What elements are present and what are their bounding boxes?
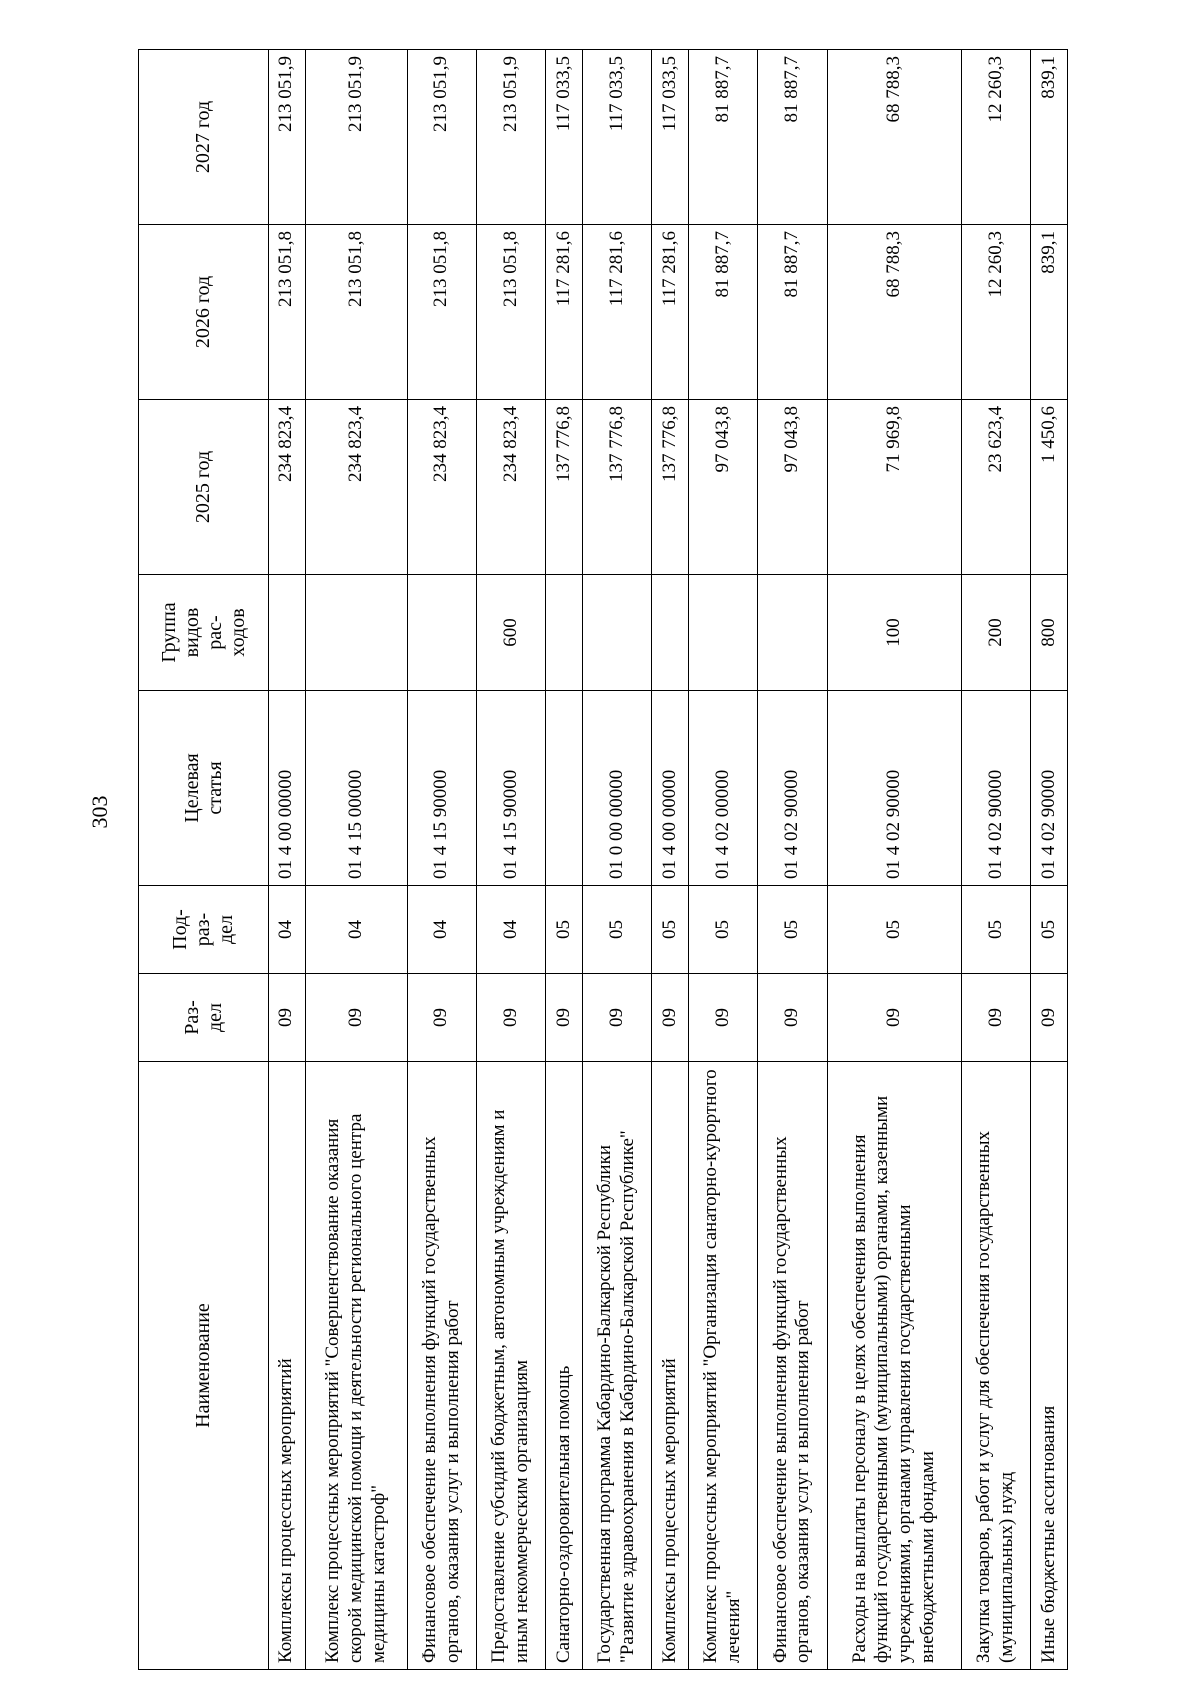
cell-group: 100 bbox=[827, 575, 961, 691]
header-target: Целевая статья bbox=[139, 691, 269, 886]
cell-y2025: 137 776,8 bbox=[652, 400, 689, 575]
cell-y2025: 71 969,8 bbox=[827, 400, 961, 575]
cell-podrazdel: 05 bbox=[546, 886, 583, 974]
table-body bbox=[269, 50, 1068, 1670]
cell-y2025: 23 623,4 bbox=[961, 400, 1030, 575]
header-2025: 2025 год bbox=[139, 400, 269, 575]
cell-podrazdel: 05 bbox=[688, 886, 757, 974]
cell-y2026: 213 051,8 bbox=[407, 225, 476, 400]
cell-y2027: 213 051,9 bbox=[407, 50, 476, 225]
cell-razdel: 09 bbox=[1031, 974, 1068, 1062]
cell-y2027: 117 033,5 bbox=[546, 50, 583, 225]
table-row bbox=[758, 50, 827, 1670]
cell-target: 01 4 00 00000 bbox=[269, 691, 306, 886]
cell-y2026: 68 788,3 bbox=[827, 225, 961, 400]
cell-target: 01 4 02 90000 bbox=[1031, 691, 1068, 886]
cell-razdel: 09 bbox=[688, 974, 757, 1062]
cell-group bbox=[688, 575, 757, 691]
cell-y2027: 12 260,3 bbox=[961, 50, 1030, 225]
cell-podrazdel: 05 bbox=[758, 886, 827, 974]
budget-table bbox=[138, 49, 1068, 1670]
cell-y2027: 117 033,5 bbox=[582, 50, 651, 225]
cell-group bbox=[305, 575, 407, 691]
cell-group bbox=[652, 575, 689, 691]
cell-y2027: 839,1 bbox=[1031, 50, 1068, 225]
cell-target: 01 4 15 00000 bbox=[305, 691, 407, 886]
cell-razdel: 09 bbox=[407, 974, 476, 1062]
cell-name: Санаторно-оздоровительная помощь bbox=[546, 1062, 583, 1670]
table-row bbox=[1031, 50, 1068, 1670]
cell-name: Закупка товаров, работ и услуг для обеспечения государственных (муниципальных) нужд bbox=[961, 1062, 1030, 1670]
cell-name: Комплексы процессных мероприятий bbox=[269, 1062, 306, 1670]
cell-target: 01 4 02 90000 bbox=[961, 691, 1030, 886]
cell-razdel: 09 bbox=[961, 974, 1030, 1062]
cell-y2025: 234 823,4 bbox=[476, 400, 545, 575]
cell-y2025: 234 823,4 bbox=[407, 400, 476, 575]
cell-target: 01 4 02 90000 bbox=[827, 691, 961, 886]
cell-y2026: 117 281,6 bbox=[582, 225, 651, 400]
cell-podrazdel: 05 bbox=[582, 886, 651, 974]
cell-razdel: 09 bbox=[269, 974, 306, 1062]
cell-y2025: 97 043,8 bbox=[688, 400, 757, 575]
table-row bbox=[546, 50, 583, 1670]
table-row bbox=[827, 50, 961, 1670]
cell-y2027: 68 788,3 bbox=[827, 50, 961, 225]
header-podrazdel: Под- раз- дел bbox=[139, 886, 269, 974]
header-group: Группа видов рас- ходов bbox=[139, 575, 269, 691]
cell-name: Финансовое обеспечение выполнения функций государственных органов, оказания услуг и выполнения работ bbox=[407, 1062, 476, 1670]
cell-group bbox=[758, 575, 827, 691]
table-row bbox=[688, 50, 757, 1670]
cell-target: 01 4 02 90000 bbox=[758, 691, 827, 886]
cell-group bbox=[582, 575, 651, 691]
table-header-row bbox=[139, 50, 269, 1670]
cell-y2027: 81 887,7 bbox=[688, 50, 757, 225]
cell-y2027: 213 051,9 bbox=[269, 50, 306, 225]
cell-name: Иные бюджетные ассигнования bbox=[1031, 1062, 1068, 1670]
cell-podrazdel: 04 bbox=[407, 886, 476, 974]
cell-name: Финансовое обеспечение выполнения функций государственных органов, оказания услуг и выполнения работ bbox=[758, 1062, 827, 1670]
cell-razdel: 09 bbox=[652, 974, 689, 1062]
table-row bbox=[961, 50, 1030, 1670]
page-number: 303 bbox=[87, 795, 112, 829]
cell-razdel: 09 bbox=[827, 974, 961, 1062]
cell-podrazdel: 04 bbox=[269, 886, 306, 974]
table-row bbox=[476, 50, 545, 1670]
cell-podrazdel: 05 bbox=[652, 886, 689, 974]
header-2026: 2026 год bbox=[139, 225, 269, 400]
cell-group bbox=[546, 575, 583, 691]
cell-y2025: 1 450,6 bbox=[1031, 400, 1068, 575]
cell-razdel: 09 bbox=[758, 974, 827, 1062]
cell-y2026: 12 260,3 bbox=[961, 225, 1030, 400]
cell-y2025: 234 823,4 bbox=[305, 400, 407, 575]
cell-y2027: 117 033,5 bbox=[652, 50, 689, 225]
cell-razdel: 09 bbox=[546, 974, 583, 1062]
header-razdel: Раз- дел bbox=[139, 974, 269, 1062]
cell-y2025: 97 043,8 bbox=[758, 400, 827, 575]
table-row bbox=[582, 50, 651, 1670]
cell-target bbox=[546, 691, 583, 886]
cell-y2026: 213 051,8 bbox=[476, 225, 545, 400]
cell-y2025: 137 776,8 bbox=[546, 400, 583, 575]
cell-name: Комплексы процессных мероприятий bbox=[652, 1062, 689, 1670]
table-row bbox=[407, 50, 476, 1670]
cell-group: 600 bbox=[476, 575, 545, 691]
header-name: Наименование bbox=[139, 1062, 269, 1670]
cell-y2025: 137 776,8 bbox=[582, 400, 651, 575]
rotated-page-content bbox=[138, 50, 1068, 1670]
cell-name: Комплекс процессных мероприятий "Совершенствование оказания скорой медицинской помощи и деятельности регионального центра медицины катастроф" bbox=[305, 1062, 407, 1670]
cell-y2026: 213 051,8 bbox=[305, 225, 407, 400]
cell-y2026: 117 281,6 bbox=[652, 225, 689, 400]
table-row bbox=[269, 50, 306, 1670]
cell-podrazdel: 04 bbox=[305, 886, 407, 974]
cell-target: 01 4 00 00000 bbox=[652, 691, 689, 886]
table-row bbox=[305, 50, 407, 1670]
cell-name: Расходы на выплаты персоналу в целях обеспечения выполнения функций государственными (муниципальными) органами, казенными учреждениями, органами управления государственными внебюджетными фондами bbox=[827, 1062, 961, 1670]
cell-y2027: 81 887,7 bbox=[758, 50, 827, 225]
cell-y2027: 213 051,9 bbox=[476, 50, 545, 225]
cell-target: 01 4 15 90000 bbox=[407, 691, 476, 886]
cell-razdel: 09 bbox=[305, 974, 407, 1062]
cell-group bbox=[407, 575, 476, 691]
cell-name: Предоставление субсидий бюджетным, автономным учреждениям и иным некоммерческим организациям bbox=[476, 1062, 545, 1670]
cell-y2026: 117 281,6 bbox=[546, 225, 583, 400]
cell-podrazdel: 05 bbox=[1031, 886, 1068, 974]
cell-name: Комплекс процессных мероприятий "Организация санаторно-курортного лечения" bbox=[688, 1062, 757, 1670]
cell-group: 800 bbox=[1031, 575, 1068, 691]
cell-group bbox=[269, 575, 306, 691]
cell-podrazdel: 04 bbox=[476, 886, 545, 974]
header-2027: 2027 год bbox=[139, 50, 269, 225]
cell-y2025: 234 823,4 bbox=[269, 400, 306, 575]
cell-target: 01 4 02 00000 bbox=[688, 691, 757, 886]
table-row bbox=[652, 50, 689, 1670]
cell-y2027: 213 051,9 bbox=[305, 50, 407, 225]
cell-name: Государственная программа Кабардино-Балкарской Республики "Развитие здравоохранения в Кабардино-Балкарской Республике" bbox=[582, 1062, 651, 1670]
cell-group: 200 bbox=[961, 575, 1030, 691]
cell-target: 01 0 00 00000 bbox=[582, 691, 651, 886]
cell-y2026: 213 051,8 bbox=[269, 225, 306, 400]
cell-razdel: 09 bbox=[476, 974, 545, 1062]
cell-y2026: 81 887,7 bbox=[688, 225, 757, 400]
cell-razdel: 09 bbox=[582, 974, 651, 1062]
cell-podrazdel: 05 bbox=[827, 886, 961, 974]
cell-podrazdel: 05 bbox=[961, 886, 1030, 974]
cell-target: 01 4 15 90000 bbox=[476, 691, 545, 886]
cell-y2026: 839,1 bbox=[1031, 225, 1068, 400]
cell-y2026: 81 887,7 bbox=[758, 225, 827, 400]
